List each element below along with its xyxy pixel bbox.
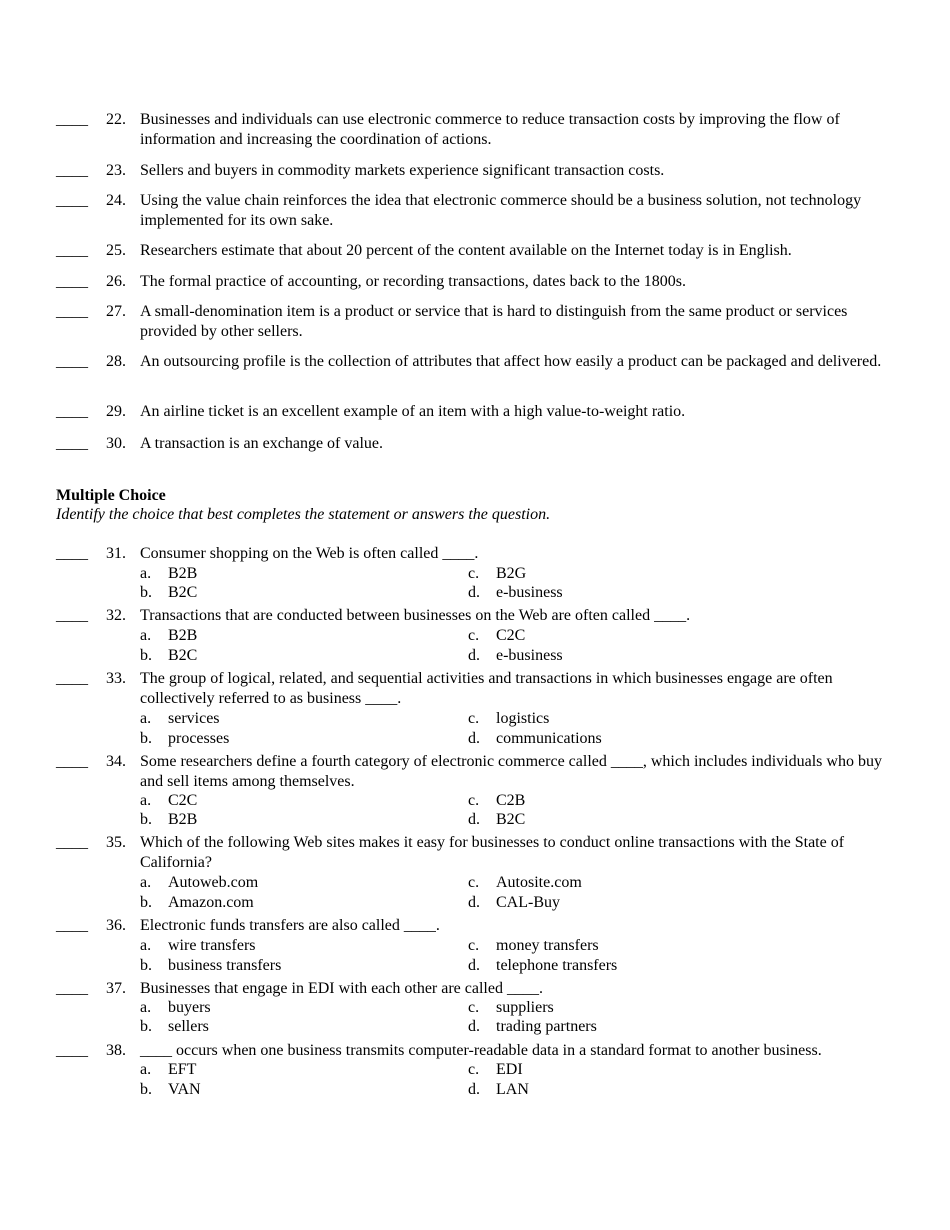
question-text: The group of logical, related, and sequential activities and transactions in which businesses engage are often collectively referred to as business ____. [140,670,833,707]
answer-blank[interactable]: ____ [56,670,88,687]
option-letter: b. [140,1018,152,1035]
answer-blank[interactable]: ____ [56,1042,88,1059]
answer-blank[interactable]: ____ [56,545,88,562]
option-text: B2C [168,584,198,601]
question-text: The formal practice of accounting, or recording transactions, dates back to the 1800s. [140,273,687,290]
question-number: 29. [106,403,126,420]
option-text: Autosite.com [496,874,582,891]
option-text: e-business [496,584,563,601]
answer-blank[interactable]: ____ [56,353,88,370]
question-text: Businesses and individuals can use electronic commerce to reduce transaction costs by improving the flow of information and increasing the coordination of actions. [140,111,840,148]
option-letter: a. [140,937,152,954]
option-text: buyers [168,999,211,1016]
question-number: 28. [106,353,126,370]
option-text: telephone transfers [496,957,618,974]
answer-blank[interactable]: ____ [56,403,88,420]
question-number: 32. [106,607,126,624]
option-text: trading partners [496,1018,597,1035]
option-text: B2G [496,565,527,582]
option-text: services [168,710,220,727]
option-letter: c. [468,710,480,727]
question-number: 30. [106,435,126,452]
question-text: A small-denomination item is a product or service that is hard to distinguish from the same product or services provided by other sellers. [140,303,848,340]
option-letter: b. [140,730,152,747]
option-text: Autoweb.com [168,874,259,891]
option-text: sellers [168,1018,209,1035]
option-letter: a. [140,710,152,727]
option-text: LAN [496,1081,529,1098]
option-text: VAN [168,1081,201,1098]
option-letter: d. [468,811,480,828]
option-text: communications [496,730,602,747]
question-number: 25. [106,242,126,259]
option-letter: a. [140,627,152,644]
answer-blank[interactable]: ____ [56,273,88,290]
section-heading: Multiple Choice [56,487,166,504]
answer-blank[interactable]: ____ [56,607,88,624]
option-letter: d. [468,730,480,747]
option-text: business transfers [168,957,282,974]
option-text: wire transfers [168,937,256,954]
option-letter: b. [140,957,152,974]
option-text: C2C [168,792,198,809]
answer-blank[interactable]: ____ [56,834,88,851]
option-text: processes [168,730,230,747]
answer-blank[interactable]: ____ [56,435,88,452]
question-text: Transactions that are conducted between businesses on the Web are often called ____. [140,607,691,624]
question-text: A transaction is an exchange of value. [140,435,384,452]
option-text: CAL-Buy [496,894,560,911]
question-number: 33. [106,670,126,687]
option-text: B2C [496,811,526,828]
answer-blank[interactable]: ____ [56,753,88,770]
option-letter: d. [468,584,480,601]
option-text: EDI [496,1061,523,1078]
option-letter: a. [140,565,152,582]
option-letter: c. [468,792,480,809]
option-letter: c. [468,565,480,582]
option-letter: d. [468,1081,480,1098]
question-text: Using the value chain reinforces the idea that electronic commerce should be a business solution, not technology implemented for its own sake. [140,192,862,229]
question-number: 27. [106,303,126,320]
question-text: Electronic funds transfers are also called ____. [140,917,440,934]
option-letter: c. [468,1061,480,1078]
option-letter: c. [468,627,480,644]
answer-blank[interactable]: ____ [56,111,88,128]
question-text: An outsourcing profile is the collection of attributes that affect how easily a product can be packaged and delivered. [140,353,882,370]
section-instructions: Identify the choice that best completes the statement or answers the question. [56,506,551,523]
option-letter: b. [140,647,152,664]
option-text: suppliers [496,999,554,1016]
question-number: 37. [106,980,126,997]
answer-blank[interactable]: ____ [56,242,88,259]
option-letter: c. [468,999,480,1016]
option-letter: a. [140,1061,152,1078]
option-letter: c. [468,937,480,954]
option-text: e-business [496,647,563,664]
option-letter: d. [468,894,480,911]
option-text: money transfers [496,937,599,954]
question-number: 31. [106,545,126,562]
option-letter: b. [140,894,152,911]
question-text: Businesses that engage in EDI with each other are called ____. [140,980,543,997]
question-text: Researchers estimate that about 20 percent of the content available on the Internet today is in English. [140,242,792,259]
option-text: logistics [496,710,550,727]
option-letter: d. [468,1018,480,1035]
answer-blank[interactable]: ____ [56,192,88,209]
option-letter: a. [140,999,152,1016]
option-letter: a. [140,792,152,809]
option-text: Amazon.com [168,894,254,911]
option-text: C2B [496,792,526,809]
question-number: 36. [106,917,126,934]
question-number: 24. [106,192,126,209]
option-letter: c. [468,874,480,891]
option-letter: a. [140,874,152,891]
option-text: B2B [168,811,198,828]
option-letter: d. [468,957,480,974]
answer-blank[interactable]: ____ [56,980,88,997]
question-text: Consumer shopping on the Web is often called ____. [140,545,479,562]
question-text: Sellers and buyers in commodity markets experience significant transaction costs. [140,162,665,179]
option-letter: d. [468,647,480,664]
option-letter: b. [140,811,152,828]
question-number: 35. [106,834,126,851]
question-text: Some researchers define a fourth category of electronic commerce called ____, which includes individuals who buy and sell items among themselves. [140,753,882,790]
question-text: Which of the following Web sites makes it easy for businesses to conduct online transactions with the State of California? [140,834,845,871]
question-text: An airline ticket is an excellent example of an item with a high value-to-weight ratio. [140,403,686,420]
option-letter: b. [140,1081,152,1098]
question-text: ____ occurs when one business transmits computer-readable data in a standard format to another business. [140,1042,822,1059]
option-text: B2B [168,565,198,582]
question-number: 26. [106,273,126,290]
question-number: 22. [106,111,126,128]
option-text: EFT [168,1061,197,1078]
option-text: B2C [168,647,198,664]
option-letter: b. [140,584,152,601]
option-text: B2B [168,627,198,644]
answer-blank[interactable]: ____ [56,162,88,179]
option-text: C2C [496,627,526,644]
answer-blank[interactable]: ____ [56,917,88,934]
answer-blank[interactable]: ____ [56,303,88,320]
question-number: 38. [106,1042,126,1059]
question-number: 23. [106,162,126,179]
question-number: 34. [106,753,126,770]
